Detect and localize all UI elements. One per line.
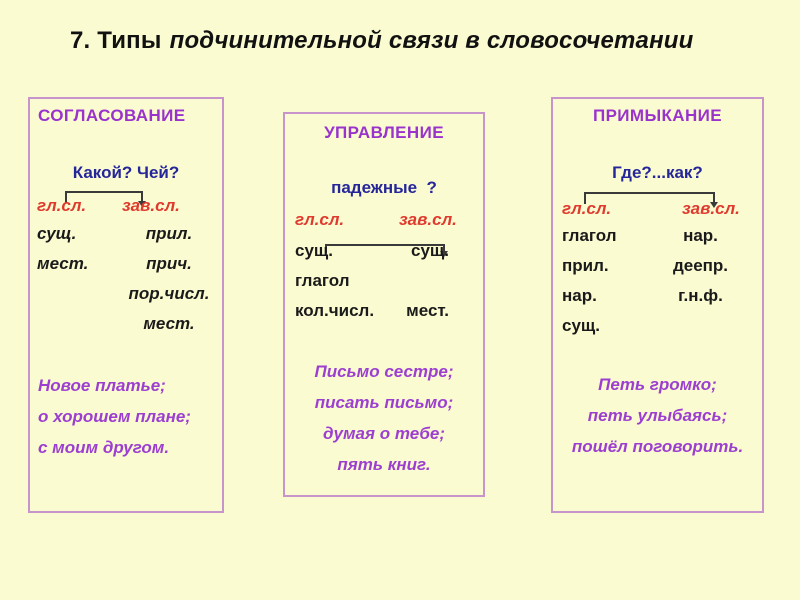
box-header-soglasovanie: СОГЛАСОВАНИЕ bbox=[38, 106, 186, 125]
box-header-primykanie: ПРИМЫКАНИЕ bbox=[592, 106, 723, 125]
parts-of-speech-list bbox=[30, 219, 222, 339]
pos-row bbox=[285, 296, 483, 326]
main-word-label: гл.сл. bbox=[295, 210, 345, 229]
pos-left: кол.числ. bbox=[295, 301, 375, 320]
main-word-label: гл.сл. bbox=[562, 199, 612, 218]
pos-left: нар. bbox=[562, 286, 597, 305]
pos-right: мест. bbox=[406, 301, 449, 320]
pos-right: сущ. bbox=[411, 241, 449, 260]
pos-left: мест. bbox=[37, 254, 89, 273]
parts-of-speech-list bbox=[285, 236, 483, 326]
soglasovanie-box bbox=[28, 97, 224, 513]
pos-right: деепр. bbox=[672, 256, 729, 275]
example-line: думая о тебе; bbox=[322, 424, 446, 443]
pos-right: пор.числ. bbox=[128, 284, 210, 303]
pos-right bbox=[639, 311, 762, 341]
pos-left: прил. bbox=[562, 256, 609, 275]
pos-left: сущ. bbox=[295, 241, 333, 260]
title-italic-part: подчинительной связи в словосочетании bbox=[169, 27, 694, 54]
pos-row bbox=[30, 309, 222, 339]
example-line: пошёл поговорить. bbox=[571, 437, 744, 456]
pos-right: нар. bbox=[683, 226, 718, 245]
dependent-word-label: зав.сл. bbox=[682, 199, 740, 218]
dependent-word-label: зав.сл. bbox=[399, 210, 457, 229]
pos-right: прил. bbox=[145, 224, 193, 243]
pos-left bbox=[30, 279, 116, 309]
example-line: петь улыбаясь; bbox=[587, 406, 728, 425]
dependent-word-label: зав.сл. bbox=[122, 196, 180, 215]
question-words-soglasovanie: Какой? Чей? bbox=[72, 163, 180, 182]
word-role-labels bbox=[553, 199, 762, 219]
example-line: пять книг. bbox=[337, 455, 431, 474]
example-line: о хорошем плане; bbox=[38, 407, 191, 426]
pos-right bbox=[381, 266, 483, 296]
box-header-upravlenie: УПРАВЛЕНИЕ bbox=[324, 123, 444, 142]
question-words-primykanie: Где?...как? bbox=[612, 163, 703, 182]
pos-row bbox=[285, 266, 483, 296]
pos-row bbox=[553, 281, 762, 311]
pos-row bbox=[553, 311, 762, 341]
example-line: Петь громко; bbox=[598, 375, 717, 394]
word-role-labels bbox=[285, 210, 483, 230]
pos-row bbox=[30, 249, 222, 279]
upravlenie-box bbox=[283, 112, 485, 497]
pos-row bbox=[30, 219, 222, 249]
main-word-label: гл.сл. bbox=[37, 196, 87, 215]
pos-left: сущ. bbox=[37, 224, 77, 243]
parts-of-speech-list bbox=[553, 221, 762, 341]
pos-row bbox=[30, 279, 222, 309]
pos-right: г.н.ф. bbox=[678, 286, 723, 305]
pos-right: прич. bbox=[146, 254, 192, 273]
pos-left: глагол bbox=[295, 271, 350, 290]
example-line: писать письмо; bbox=[314, 393, 454, 412]
example-line: Письмо сестре; bbox=[314, 362, 454, 381]
word-role-labels bbox=[30, 196, 222, 216]
title-number-part: 7. Типы bbox=[70, 27, 162, 54]
pos-left bbox=[30, 309, 116, 339]
examples-list bbox=[553, 369, 762, 462]
pos-row bbox=[553, 251, 762, 281]
pos-right: мест. bbox=[143, 314, 195, 333]
examples-list bbox=[30, 370, 222, 463]
example-line: Новое платье; bbox=[38, 376, 166, 395]
pos-left: сущ. bbox=[562, 316, 600, 335]
pos-row bbox=[285, 236, 483, 266]
examples-list bbox=[285, 356, 483, 480]
question-words-upravlenie: падежные ? bbox=[331, 178, 437, 197]
example-line: с моим другом. bbox=[38, 438, 170, 457]
pos-left: глагол bbox=[562, 226, 617, 245]
pos-row bbox=[553, 221, 762, 251]
primykanie-box bbox=[551, 97, 764, 513]
slide-title bbox=[70, 27, 694, 55]
